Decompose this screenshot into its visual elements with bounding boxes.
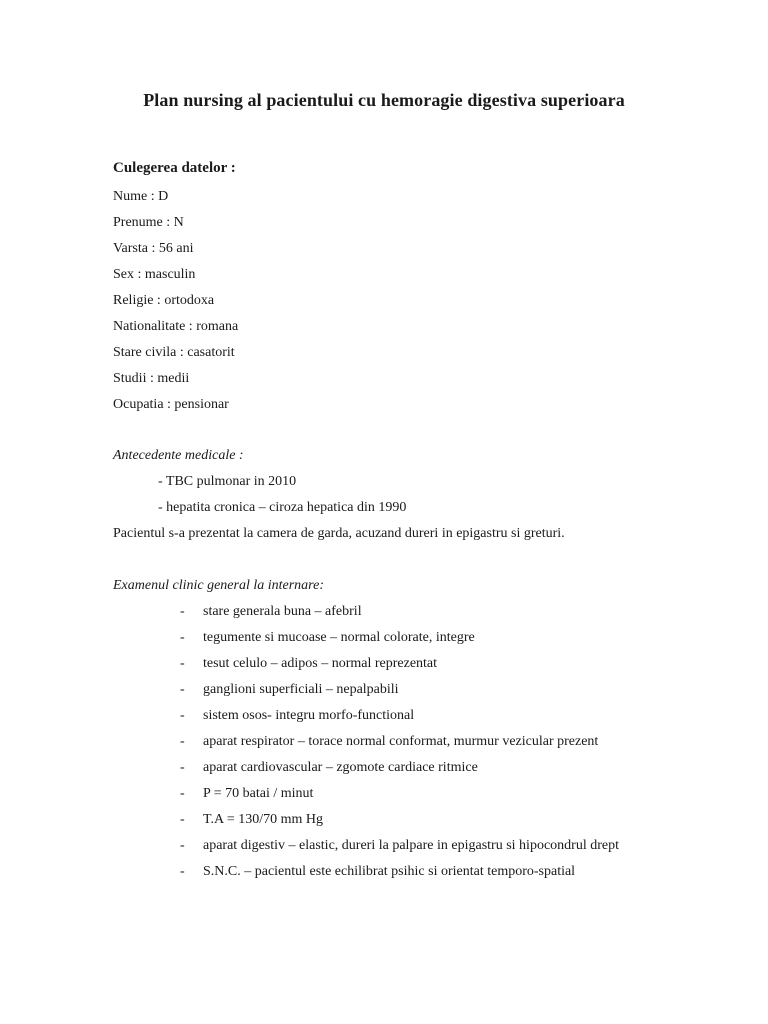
field-religion: Religie : ortodoxa [113,293,215,308]
clinical-exam-item [180,785,313,803]
dash-bullet: - [180,682,185,697]
dash-bullet: - [180,786,185,801]
data-collection-heading: Culegerea datelor : [113,160,236,176]
clinical-exam-item-text: ganglioni superficiali – nepalpabili [203,682,399,697]
clinical-exam-item-text: S.N.C. – pacientul este echilibrat psihic si orientat temporo-spatial [203,864,576,879]
clinical-exam-item [180,733,598,751]
medical-history-item: - hepatita cronica – ciroza hepatica din 1990 [158,500,407,515]
clinical-exam-item [180,863,575,881]
field-name: Nume : D [113,189,169,204]
dash-bullet: - [180,630,185,645]
clinical-exam-item-text: tesut celulo – adipos – normal reprezentat [203,656,438,671]
dash-bullet: - [180,812,185,827]
clinical-exam-item-text: T.A = 130/70 mm Hg [203,812,324,827]
clinical-exam-item-text: stare generala buna – afebril [203,604,362,619]
dash-bullet: - [180,708,185,723]
clinical-exam-item [180,759,478,777]
field-nationality: Nationalitate : romana [113,319,239,334]
clinical-exam-item-text: sistem osos- integru morfo-functional [203,708,415,723]
clinical-exam-item-text: aparat digestiv – elastic, dureri la palpare in epigastru si hipocondrul drept [203,838,619,853]
medical-history-item: - TBC pulmonar in 2010 [158,474,297,489]
dash-bullet: - [180,864,185,879]
dash-bullet: - [180,734,185,749]
clinical-exam-item-text: tegumente si mucoase – normal colorate, integre [203,630,475,645]
clinical-exam-item-text: P = 70 batai / minut [203,786,314,801]
clinical-exam-heading: Examenul clinic general la internare: [113,578,324,593]
document-title: Plan nursing al pacientului cu hemoragie digestiva superioara [143,90,625,110]
clinical-exam-item [180,629,475,647]
field-studies: Studii : medii [113,371,190,386]
dash-bullet: - [180,760,185,775]
field-civil-status: Stare civila : casatorit [113,345,235,360]
field-sex: Sex : masculin [113,267,196,282]
clinical-exam-item [180,681,399,699]
dash-bullet: - [180,838,185,853]
dash-bullet: - [180,656,185,671]
field-surname: Prenume : N [113,215,184,230]
field-occupation: Ocupatia : pensionar [113,397,229,412]
clinical-exam-item [180,655,437,673]
clinical-exam-item-text: aparat cardiovascular – zgomote cardiace ritmice [203,760,478,775]
clinical-exam-item [180,707,414,725]
clinical-exam-item-text: aparat respirator – torace normal conformat, murmur vezicular prezent [203,734,599,749]
dash-bullet: - [180,604,185,619]
clinical-exam-item [180,603,362,621]
clinical-exam-item [180,811,323,829]
field-age: Varsta : 56 ani [113,241,194,256]
presentation-text: Pacientul s-a prezentat la camera de garda, acuzand dureri in epigastru si greturi. [113,526,565,541]
clinical-exam-item [180,837,619,855]
medical-history-heading: Antecedente medicale : [113,448,244,463]
